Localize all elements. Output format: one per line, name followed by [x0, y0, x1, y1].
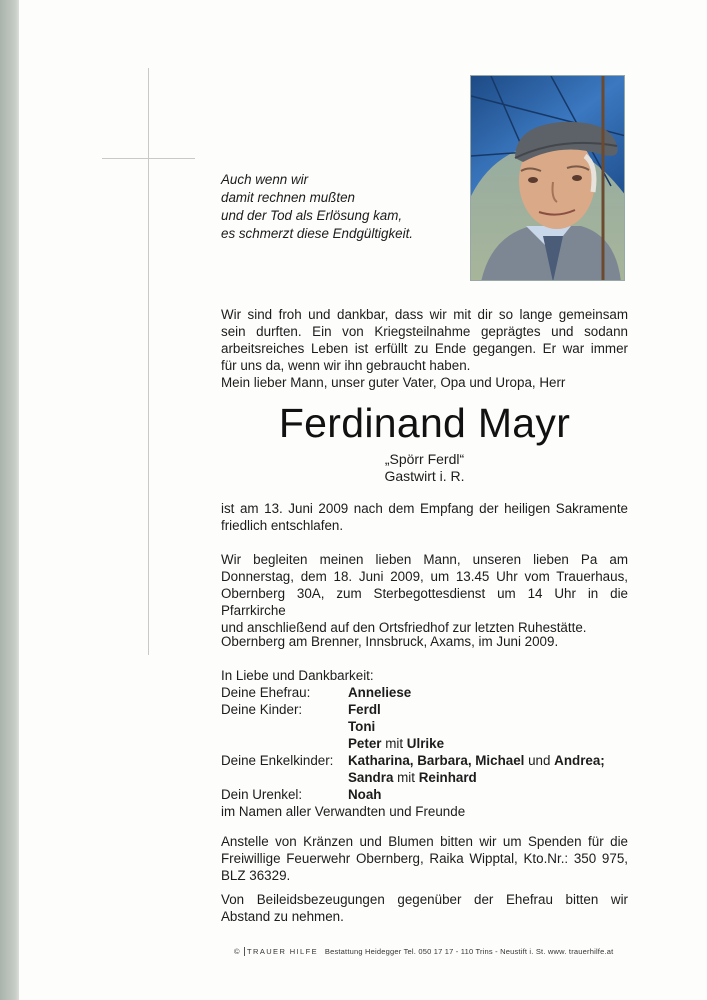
intro-line: Wir sind froh und dankbar, dass wir mit dir so lange gemeinsam [221, 307, 628, 322]
funeral-line: Donnerstag, dem 18. Juni 2009, um 13.45 Uhr vom Trauerhaus, [221, 569, 628, 584]
quote-line: Auch wenn wir [221, 172, 309, 187]
trauerhilfe-logo: TRAUER HILFE [244, 947, 318, 956]
connector-text: und [524, 753, 555, 768]
child-name: Ferdl [348, 702, 381, 717]
donation-last-line: BLZ 36329. [221, 868, 291, 883]
child-name: Toni [348, 719, 376, 734]
cross-horizontal-line [102, 158, 195, 159]
intro-paragraph [221, 306, 628, 391]
funeral-line: Obernberg 30A, zum Sterbegottesdienst um 14 Uhr in die Pfarrkirche [221, 586, 628, 618]
deceased-name: Ferdinand Mayr [278, 400, 571, 446]
family-list [221, 667, 641, 820]
quote-line: es schmerzt diese Endgültigkeit. [221, 226, 414, 241]
place-date [221, 633, 628, 650]
great-grandchild-name: Noah [348, 787, 382, 802]
intro-last-line: Mein lieber Mann, unser guter Vater, Opa und Uropa, Herr [221, 375, 566, 390]
connector-text: mit [393, 770, 419, 785]
wife-name: Anneliese [348, 685, 412, 700]
children-label: Deine Kinder: [221, 702, 303, 717]
side-stripe [0, 0, 19, 1000]
deceased-title: Gastwirt i. R. [384, 468, 465, 484]
grandchild-name: Sandra [348, 770, 394, 785]
condolence-paragraph [221, 891, 628, 925]
wife-label: Deine Ehefrau: [221, 685, 311, 700]
quote-line: damit rechnen mußten [221, 190, 355, 205]
portrait-photo [470, 75, 625, 281]
family-intro: In Liebe und Dankbarkeit: [221, 668, 374, 683]
deceased-nickname: „Spörr Ferdl“ [384, 451, 465, 467]
great-grandchild-label: Dein Urenkel: [221, 787, 303, 802]
footer [234, 946, 613, 958]
condolence-line: Von Beileidsbezeugungen gegenüber der Ehefrau bitten wir [221, 892, 628, 907]
footer-contact: Bestattung Heidegger Tel. 050 17 17 - 110 Trins - Neustift i. St. www. trauerhilfe.at [324, 947, 614, 956]
quote [221, 171, 456, 243]
condolence-last-line: Abstand zu nehmen. [221, 909, 344, 924]
copyright-symbol: © [234, 947, 240, 956]
child-partner-name: Ulrike [406, 736, 445, 751]
family-closing: im Namen aller Verwandten und Freunde [221, 804, 466, 819]
death-last-line: friedlich entschlafen. [221, 518, 344, 533]
grandchildren-label: Deine Enkelkinder: [221, 753, 334, 768]
death-line: ist am 13. Juni 2009 nach dem Empfang der heiligen Sakramente [221, 501, 628, 516]
quote-line: und der Tod als Erlösung kam, [221, 208, 403, 223]
grandchild-name: Andrea; [554, 753, 605, 768]
intro-line: arbeitsreiches Leben ist erfüllt zu Ende gegangen. Er war immer [221, 341, 628, 356]
connector-text: mit [381, 736, 407, 751]
grandchildren-names: Katharina, Barbara, Michael [348, 753, 525, 768]
grandchild-partner-name: Reinhard [418, 770, 477, 785]
child-name: Peter [348, 736, 382, 751]
place-date-line: Obernberg am Brenner, Innsbruck, Axams, im Juni 2009. [221, 634, 559, 649]
donation-line: Anstelle von Kränzen und Blumen bitten wir um Spenden für die [221, 834, 628, 849]
donation-paragraph [221, 833, 628, 884]
donation-line: Freiwillige Feuerwehr Obernberg, Raika Wipptal, Kto.Nr.: 350 975, [221, 851, 628, 866]
funeral-last-line: und anschließend auf den Ortsfriedhof zur letzten Ruhestätte. [221, 620, 587, 635]
death-paragraph [221, 500, 628, 534]
funeral-paragraph [221, 551, 628, 636]
cross-vertical-line [148, 68, 149, 655]
intro-line: sein durften. Ein von Kriegsteilnahme geprägtes und sodann [221, 324, 628, 339]
funeral-line: Wir begleiten meinen lieben Mann, unseren lieben Pa am [221, 552, 628, 567]
intro-line: für uns da, wenn wir ihn gebraucht haben. [221, 358, 471, 373]
